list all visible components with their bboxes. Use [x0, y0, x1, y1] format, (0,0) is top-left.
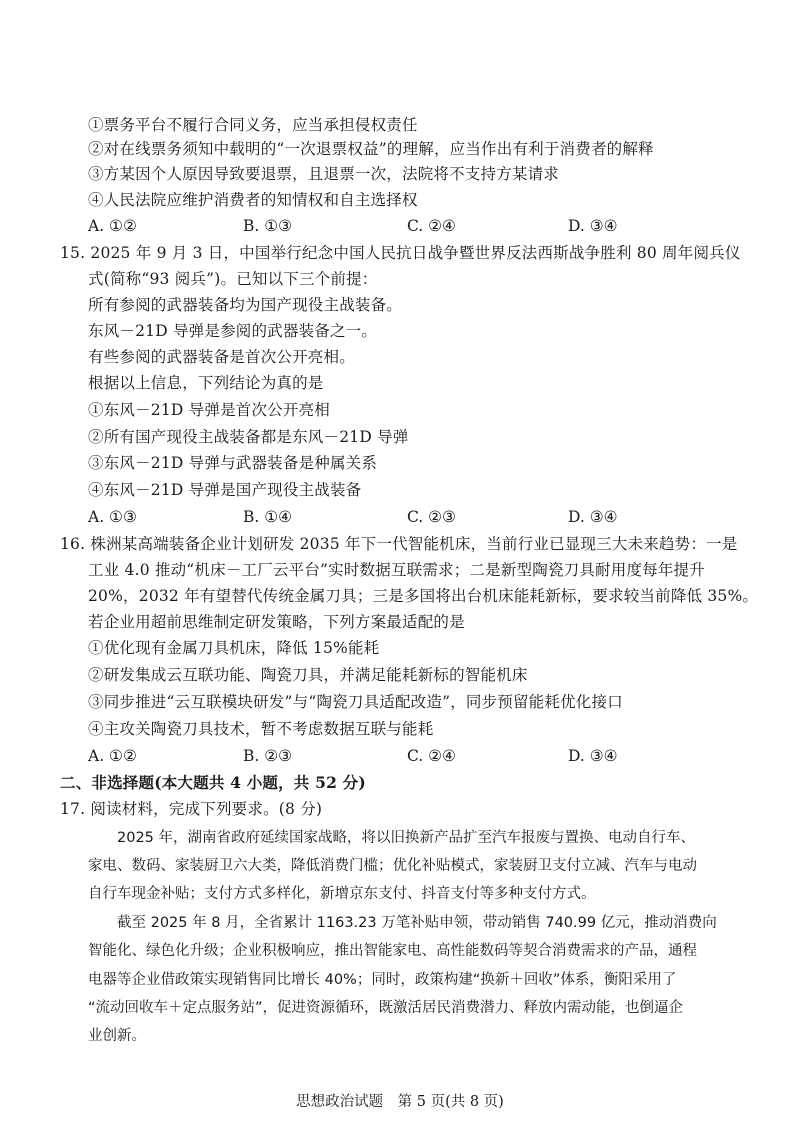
q16-stem-line-3: 20%，2032 年有望替代传统金属刀具；三是多国将出台机床能耗新标，要求较当前降低 35%。 [88, 587, 759, 605]
q14-item-4: ④人民法院应维护消费者的知情权和自主选择权 [88, 191, 418, 209]
q16-option-d: D. ③④ [568, 747, 618, 765]
q17-para1-line-2: 家电、数码、家装厨卫六大类，降低消费门槛；优化补贴模式，家装厨卫支付立减、汽车与电动 [88, 858, 697, 874]
q15-stem-line-1: 15. 2025 年 9 月 3 日，中国举行纪念中国人民抗日战争暨世界反法西斯战争胜利 80 周年阅兵仪 [60, 244, 741, 262]
page-footer: 思想政治试题 第 5 页(共 8 页) [296, 1094, 504, 1110]
q14-item-2: ②对在线票务须知中载明的“一次退票权益”的理解，应当作出有利于消费者的解释 [88, 140, 654, 158]
q16-option-c: C. ②④ [407, 747, 456, 765]
q14-option-b: B. ①③ [243, 217, 293, 235]
q17-para2-line-4: “流动回收车＋定点服务站”，促进资源循环，既激活居民消费潜力、释放内需动能，也倒逼企 [88, 1000, 684, 1016]
q15-question: 根据以上信息，下列结论为真的是 [88, 374, 324, 392]
q16-stem-line-2: 工业 4.0 推动“机床－工厂云平台”实时数据互联需求；二是新型陶瓷刀具耐用度每年提升 [88, 561, 705, 579]
q16-option-b: B. ②③ [243, 747, 293, 765]
q16-item-1: ①优化现有金属刀具机床，降低 15%能耗 [88, 639, 380, 657]
q15-item-1: ①东风－21D 导弹是首次公开亮相 [88, 401, 330, 419]
q17-para1-line-3: 自行车现金补贴；支付方式多样化，新增京东支付、抖音支付等多种支付方式。 [88, 886, 596, 902]
q15-premise-2: 东风－21D 导弹是参阅的武器装备之一。 [88, 322, 378, 340]
q16-option-a: A. ①② [88, 747, 137, 765]
q15-stem-line-2: 式(简称“93 阅兵”)。已知以下三个前提： [88, 270, 378, 288]
q16-stem-line-1: 16. 株洲某高端装备企业计划研发 2035 年下一代智能机床，当前行业已显现三大未来趋势：一是 [60, 535, 738, 553]
q17-para2-line-1: 截至 2025 年 8 月，全省累计 1163.23 万笔补贴申领，带动销售 740.99 亿元，推动消费向 [117, 915, 717, 931]
q16-item-2: ②研发集成云互联功能、陶瓷刀具，并满足能耗新标的智能机床 [88, 666, 528, 684]
q17-para2-line-3: 电器等企业借政策实现销售同比增长 40%；同时，政策构建“换新＋回收”体系，衡阳采用了 [88, 972, 677, 988]
q15-premise-3: 有些参阅的武器装备是首次公开亮相。 [88, 348, 355, 366]
q14-option-d: D. ③④ [568, 217, 618, 235]
q15-option-a: A. ①③ [88, 508, 137, 526]
q14-item-3: ③方某因个人原因导致要退票，且退票一次，法院将不支持方某请求 [88, 165, 560, 183]
q17-para2-line-5: 业创新。 [88, 1028, 146, 1044]
q15-option-d: D. ③④ [568, 508, 618, 526]
q17-stem: 17. 阅读材料，完成下列要求。(8 分) [60, 800, 323, 818]
q16-stem-line-4: 若企业用超前思维制定研发策略，下列方案最适配的是 [88, 613, 465, 631]
q16-item-3: ③同步推进“云互联模块研发”与“陶瓷刀具适配改造”，同步预留能耗优化接口 [88, 693, 623, 711]
q15-item-4: ④东风－21D 导弹是国产现役主战装备 [88, 481, 362, 499]
section-heading: 二、非选择题(本大题共 4 小题，共 52 分) [60, 773, 366, 792]
q17-para2-line-2: 智能化、绿色化升级；企业积极响应，推出智能家电、高性能数码等契合消费需求的产品，通程 [88, 943, 697, 959]
q14-option-c: C. ②④ [407, 217, 456, 235]
q15-option-c: C. ②③ [407, 508, 456, 526]
q15-item-2: ②所有国产现役主战装备都是东风－21D 导弹 [88, 428, 409, 446]
q14-item-1: ①票务平台不履行合同义务，应当承担侵权责任 [88, 116, 418, 134]
q17-para1-line-1: 2025 年，湖南省政府延续国家战略，将以旧换新产品扩至汽车报废与置换、电动自行车、 [117, 830, 696, 846]
q15-option-b: B. ①④ [243, 508, 293, 526]
q14-option-a: A. ①② [88, 217, 137, 235]
q16-item-4: ④主攻关陶瓷刀具技术，暂不考虑数据互联与能耗 [88, 720, 434, 738]
q15-item-3: ③东风－21D 导弹与武器装备是种属关系 [88, 454, 378, 472]
q15-premise-1: 所有参阅的武器装备均为国产现役主战装备。 [88, 296, 403, 314]
